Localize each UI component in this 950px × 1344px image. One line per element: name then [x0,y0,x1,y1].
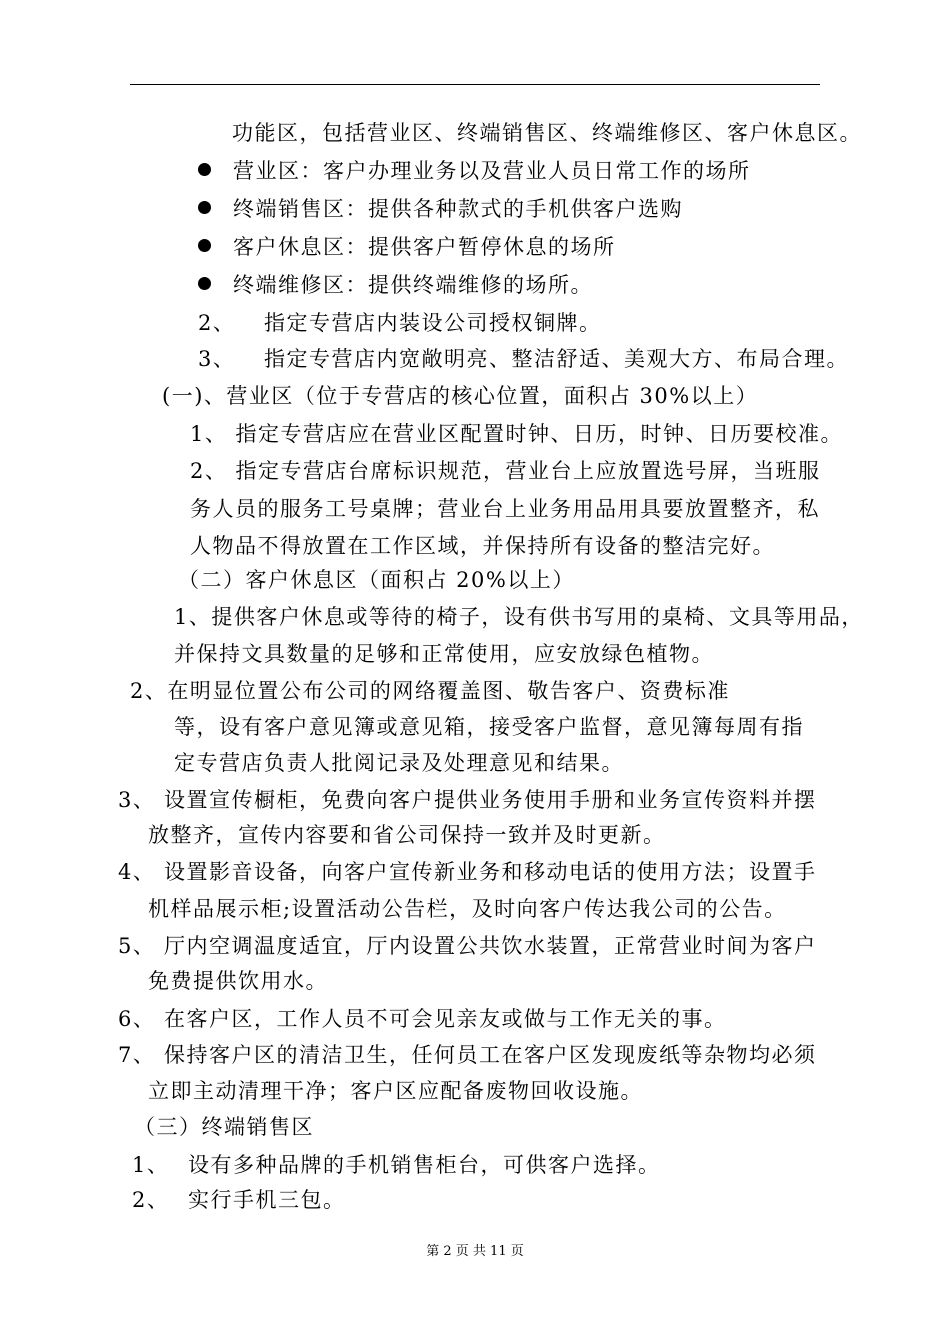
numbered-item [118,1004,727,1034]
text-line: 立即主动清理干净；客户区应配备废物回收设施。 [148,1079,643,1103]
text-line: 功能区，包括营业区、终端销售区、终端维修区、客户休息区。 [232,121,862,145]
text-line: 免费提供饮用水。 [148,969,328,993]
section-heading: （二）客户休息区（面积占 20%以上） [178,568,575,592]
text-line: 2、 指定专营店台席标识规范，营业台上应放置选号屏，当班服 [190,459,821,483]
numbered-item [118,1040,817,1070]
numbered-item [198,308,602,338]
bullet-icon [198,239,211,252]
item-number: 4、 [118,860,156,884]
item-number: 5、 [118,934,156,958]
item-number: 3、 [118,788,156,812]
text-line: 机样品展示柜;设置活动公告栏，及时向客户传达我公司的公告。 [148,897,787,921]
list-item-text: 客户休息区：提供客户暂停休息的场所 [233,235,616,259]
list-item [198,270,593,300]
item-text: 在客户区，工作人员不可会见亲友或做与工作无关的事。 [164,1007,727,1031]
text-line: 并保持文具数量的足够和正常使用，应安放绿色植物。 [174,642,714,666]
list-item [198,194,683,224]
item-number: 3、 [198,347,236,371]
numbered-item [198,344,849,374]
list-item [198,232,616,262]
item-number: 1、 [132,1153,170,1177]
item-text: 指定专营店内装设公司授权铜牌。 [264,311,602,335]
list-item [198,156,751,186]
bullet-icon [198,201,211,214]
item-text: 实行手机三包。 [188,1188,346,1212]
text-line: 等，设有客户意见簿或意见箱，接受客户监督，意见簿每周有指 [174,715,804,739]
item-text: 厅内空调温度适宜，厅内设置公共饮水装置，正常营业时间为客户 [164,934,817,958]
numbered-item [132,1150,661,1180]
section-heading: (一)、营业区（位于专营店的核心位置，面积占 30%以上） [162,384,759,408]
numbered-item [132,1185,346,1215]
item-text: 设置宣传橱柜，免费向客户提供业务使用手册和业务宣传资料并摆 [164,788,817,812]
text-line: 1、提供客户休息或等待的椅子，设有供书写用的桌椅、文具等用品， [174,605,864,629]
list-item-text: 终端销售区：提供各种款式的手机供客户选购 [233,197,683,221]
list-item-text: 营业区：客户办理业务以及营业人员日常工作的场所 [233,159,751,183]
text-line: 务人员的服务工号桌牌；营业台上业务用品用具要放置整齐，私 [190,497,820,521]
numbered-item [118,931,817,961]
page-number: 第 2 页 共 11 页 [426,1244,524,1259]
item-text: 设置影音设备，向客户宣传新业务和移动电话的使用方法；设置手 [164,860,817,884]
item-number: 2、 [132,1188,170,1212]
text-line: 人物品不得放置在工作区域，并保持所有设备的整洁完好。 [190,534,775,558]
numbered-item [118,857,817,887]
section-heading: （三）终端销售区 [134,1115,314,1139]
text-line: 定专营店负责人批阅记录及处理意见和结果。 [174,751,624,775]
header-rule [130,84,820,85]
text-line: 1、 指定专营店应在营业区配置时钟、日历，时钟、日历要校准。 [190,422,844,446]
item-text: 设有多种品牌的手机销售柜台，可供客户选择。 [188,1153,661,1177]
item-number: 7、 [118,1043,156,1067]
item-number: 6、 [118,1007,156,1031]
numbered-item [118,785,817,815]
bullet-icon [198,277,211,290]
text-line: 2、在明显位置公布公司的网络覆盖图、敬告客户、资费标准 [130,679,730,703]
text-line: 放整齐，宣传内容要和省公司保持一致并及时更新。 [148,823,666,847]
list-item-text: 终端维修区：提供终端维修的场所。 [233,273,593,297]
item-number: 2、 [198,311,236,335]
item-text: 保持客户区的清洁卫生，任何员工在客户区发现废纸等杂物均必须 [164,1043,817,1067]
bullet-icon [198,163,211,176]
item-text: 指定专营店内宽敞明亮、整洁舒适、美观大方、布局合理。 [264,347,849,371]
